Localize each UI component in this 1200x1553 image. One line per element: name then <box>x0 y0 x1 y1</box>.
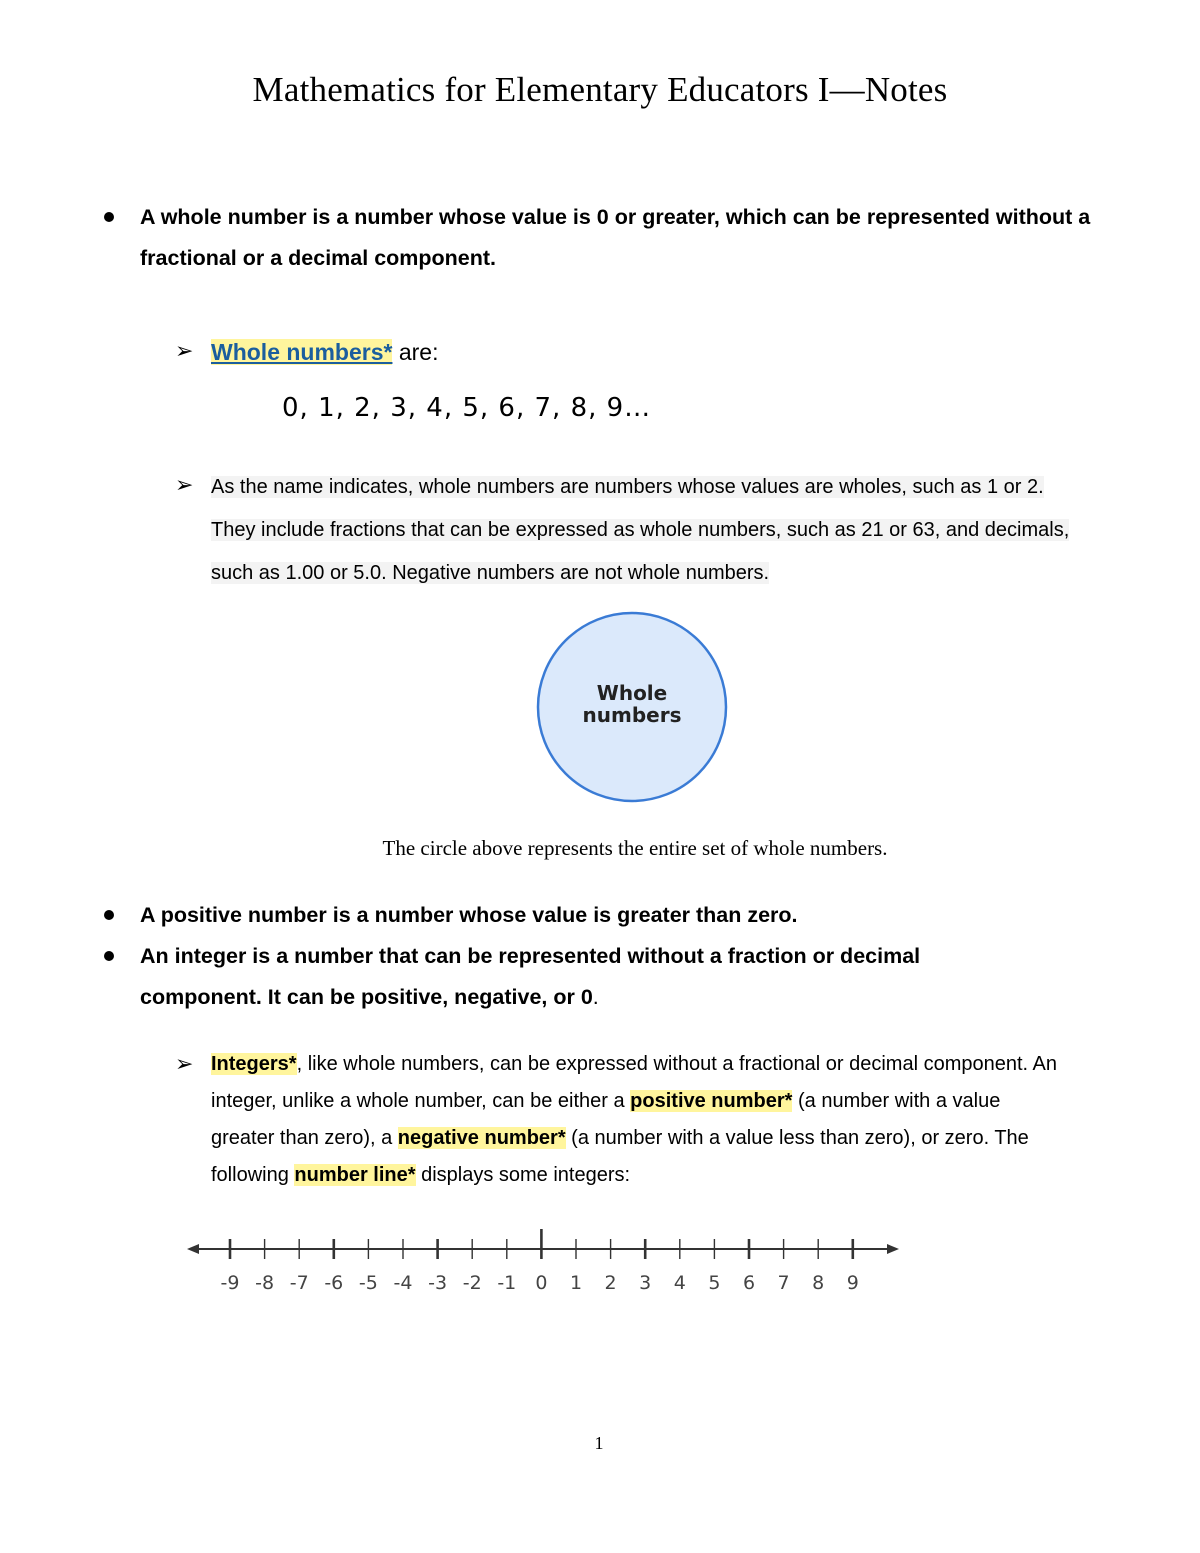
number-line-label: 0 <box>535 1272 548 1294</box>
number-line-label: -5 <box>358 1272 378 1294</box>
positive-number-term[interactable]: positive number* <box>630 1090 793 1112</box>
page-number: 1 <box>594 1433 604 1453</box>
arrow-bullet-icon: ➢ <box>175 1052 194 1077</box>
number-line-label: 7 <box>777 1272 790 1294</box>
integers-explanation <box>175 1046 1146 1194</box>
number-line-label: -7 <box>289 1272 309 1294</box>
positive-number-definition-text: A positive number is a number whose value is greater than zero. <box>140 903 798 927</box>
integers-text: integer, unlike a whole number, can be either a <box>211 1090 631 1112</box>
whole-numbers-glossary-link[interactable]: Whole numbers* <box>211 339 393 365</box>
whole-numbers-diagram <box>530 610 735 805</box>
number-line-label: -4 <box>393 1272 413 1294</box>
diagram-caption: The circle above represents the entire set of whole numbers. <box>382 836 888 860</box>
bullet-whole-number-definition <box>140 197 1100 279</box>
number-line-left-arrow-icon <box>187 1244 199 1254</box>
number-line-label: 2 <box>604 1272 617 1294</box>
number-line-term[interactable]: number line* <box>294 1164 416 1186</box>
bullet-positive-number-definition <box>140 895 1100 936</box>
integer-definition-period: . <box>592 985 599 1009</box>
whole-numbers-sequence: 0, 1, 2, 3, 4, 5, 6, 7, 8, 9… <box>282 393 652 423</box>
negative-number-term[interactable]: negative number* <box>397 1127 566 1149</box>
number-line-label: 9 <box>846 1272 859 1294</box>
integers-term[interactable]: Integers* <box>211 1053 297 1075</box>
whole-numbers-suffix: are: <box>392 339 439 365</box>
number-line-label: -1 <box>497 1272 517 1294</box>
arrow-bullet-icon: ➢ <box>175 473 194 498</box>
integers-text: greater than zero), a <box>211 1127 398 1149</box>
whole-numbers-explanation <box>175 466 1141 595</box>
integers-text: displays some integers: <box>415 1164 631 1186</box>
number-line-label: 6 <box>742 1272 756 1294</box>
bullet-integer-definition <box>140 936 1020 1018</box>
number-line-label: 4 <box>673 1272 686 1294</box>
integers-text: following <box>211 1164 295 1186</box>
explanation-line: They include fractions that can be expressed as whole numbers, such as 21 or 63, and decimals, <box>211 519 1070 541</box>
whole-number-definition-text: A whole number is a number whose value is 0 or greater, which can be represented without a fractional or a decimal component. <box>140 205 1091 270</box>
number-line-label: 3 <box>639 1272 652 1294</box>
number-line-label: -3 <box>428 1272 448 1294</box>
arrow-bullet-icon: ➢ <box>175 339 194 364</box>
page-title: Mathematics for Elementary Educators I—Notes <box>252 70 948 109</box>
integers-text: (a number with a value <box>792 1090 1001 1112</box>
number-line-right-arrow-icon <box>887 1244 899 1254</box>
integers-text: (a number with a value less than zero), or zero. The <box>565 1127 1029 1149</box>
bullet-icon <box>104 910 114 920</box>
whole-numbers-circle-label-line2: numbers <box>582 703 682 727</box>
bullet-icon <box>104 951 114 961</box>
number-line-label: -2 <box>462 1272 482 1294</box>
explanation-line: As the name indicates, whole numbers are numbers whose values are wholes, such as 1 or 2. <box>211 476 1044 498</box>
explanation-line: such as 1.00 or 5.0. Negative numbers are not whole numbers. <box>211 562 770 584</box>
whole-numbers-heading <box>175 335 1141 369</box>
number-line-label: 5 <box>708 1272 721 1294</box>
number-line-label: 1 <box>569 1272 583 1294</box>
whole-numbers-circle-label-line1: Whole <box>596 681 668 705</box>
number-line-label: -6 <box>324 1272 344 1294</box>
number-line-label: -8 <box>255 1272 275 1294</box>
number-line-label: 8 <box>812 1272 825 1294</box>
bullet-icon <box>104 212 114 222</box>
integer-definition-text: An integer is a number that can be represented without a fraction or decimal component. It can be positive, negative, or 0 <box>140 944 921 1009</box>
integers-text: , like whole numbers, can be expressed without a fractional or decimal component. An <box>296 1053 1058 1075</box>
number-line-label: -9 <box>220 1272 240 1294</box>
integer-number-line <box>185 1222 905 1302</box>
